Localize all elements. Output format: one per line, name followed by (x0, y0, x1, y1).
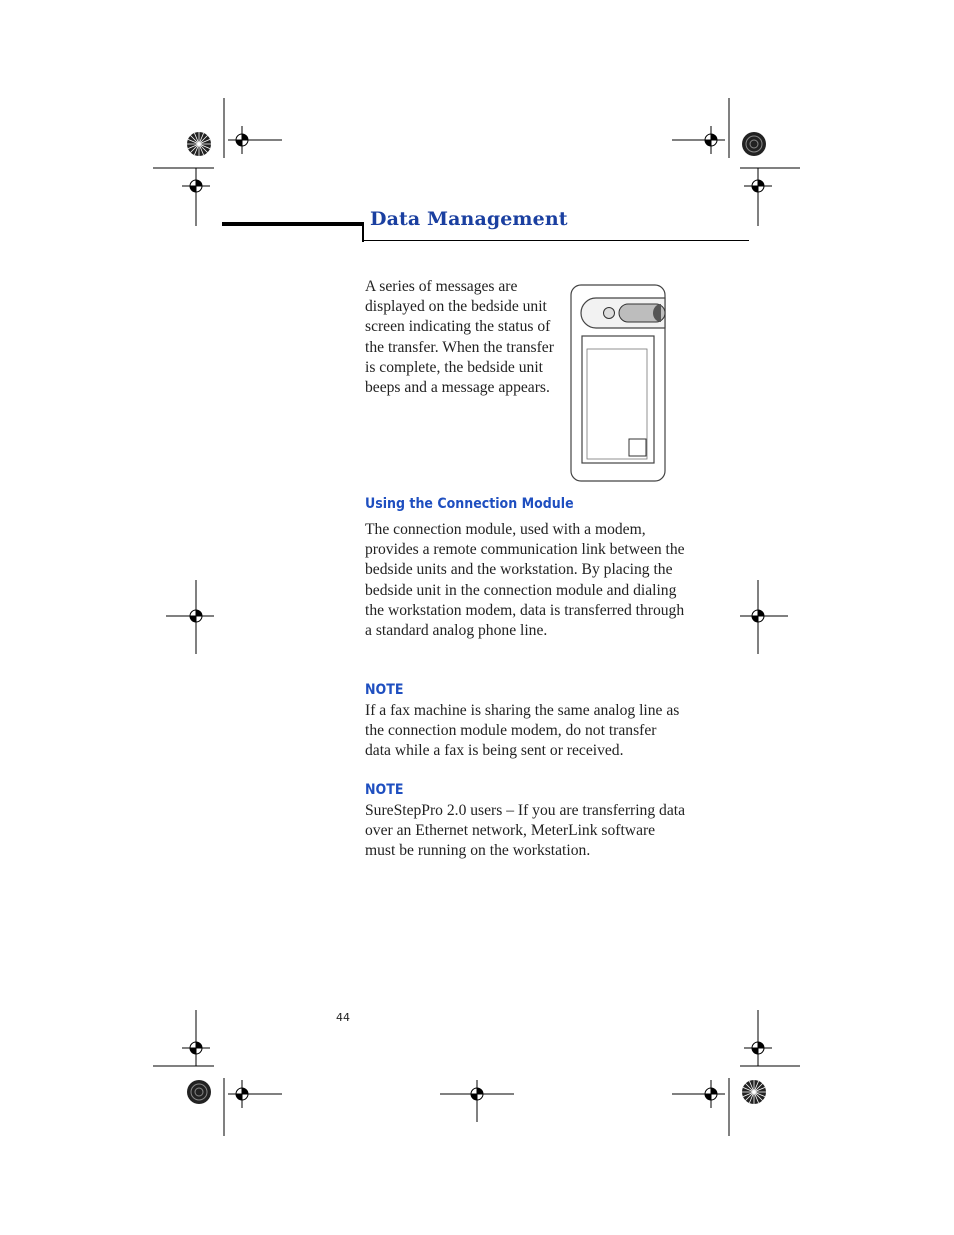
note-heading: NOTE (365, 682, 404, 698)
header-rule-corner (362, 222, 364, 242)
note-heading: NOTE (365, 782, 404, 798)
intro-paragraph: A series of messages are displayed on the bedside unit screen indicating the status of the transfer. When the transfer is complete, the bedside unit beeps and a message appears. (365, 278, 554, 397)
note-fax-paragraph: If a fax machine is sharing the same analog line as the connection module modem, do not transfer data while a fax is being sent or received. (365, 702, 680, 760)
note-ethernet-paragraph: SureStepPro 2.0 users – If you are transferring data over an Ethernet network, MeterLink software must be running on the workstation. (365, 802, 686, 860)
section-heading-connection-module: Using the Connection Module (365, 496, 574, 512)
header-rule-left (222, 222, 364, 226)
page-number: 44 (336, 1011, 350, 1024)
header-rule-right (362, 240, 749, 241)
connection-module-paragraph: The connection module, used with a modem, provides a remote communication link between the bedside units and the workstation. By placing the bedside unit in the connection module and dialing the workstation modem, data is transferred through a standard analog phone line. (365, 521, 685, 640)
bedside-unit-device-icon (566, 282, 670, 486)
page-title: Data Management (370, 208, 568, 230)
